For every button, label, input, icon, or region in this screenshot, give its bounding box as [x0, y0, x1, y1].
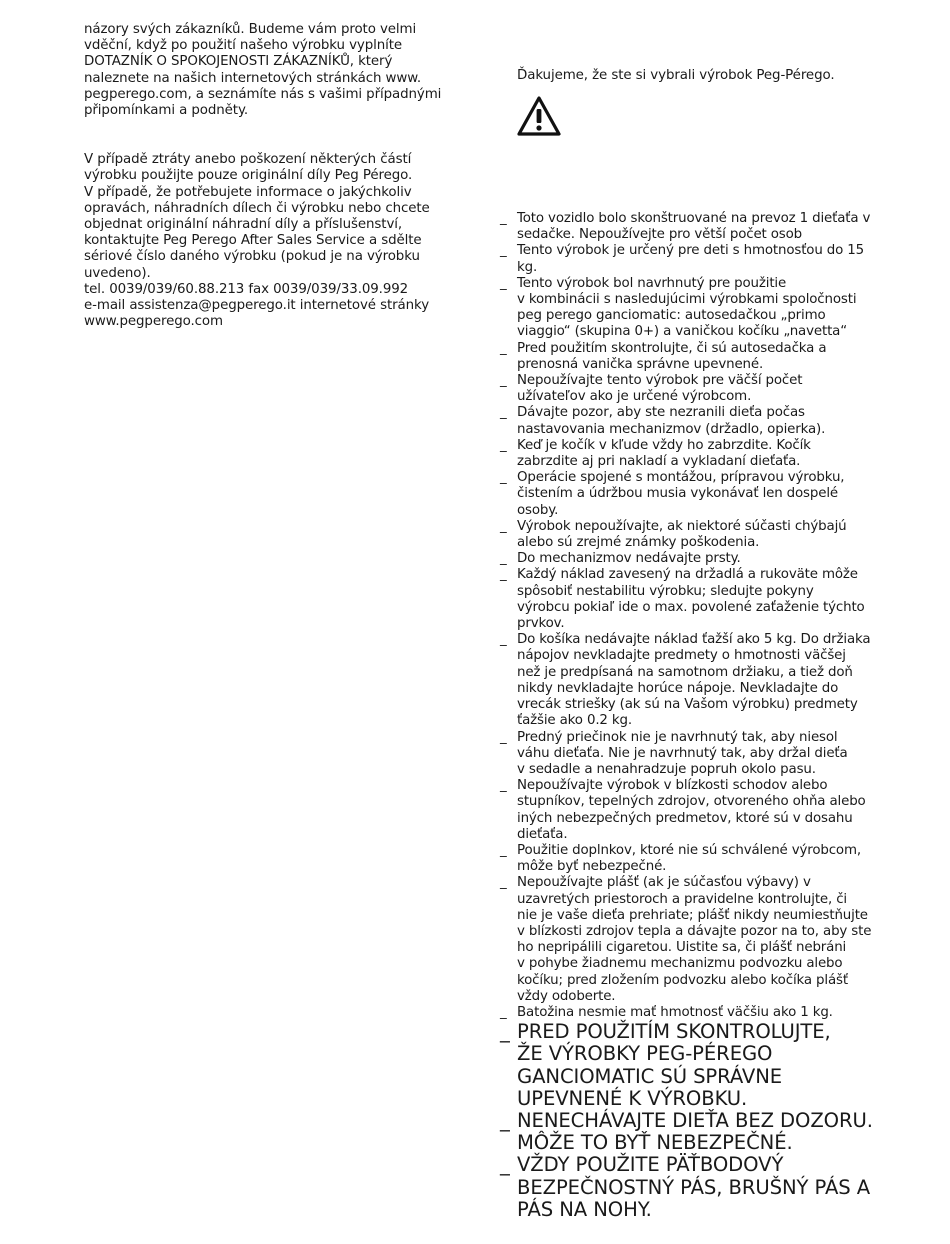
- bullet-dash: _: [500, 437, 507, 453]
- bullet-dash: _: [500, 729, 507, 745]
- list-item: _ Batožina nesmie mať hmotnosť väčšiu ako 1 kg.: [500, 1004, 833, 1020]
- list-item: _ Nepoužívajte plášť (ak je súčasťou výbavy) v uzavretých priestoroch a pravidelne kontrolujte, či nie je vaše dieťa prehriate; plášť nikdy neumiestňujte v blízkosti zdrojov tepla a dávajte pozor na to, aby ste ho nepripálili cigaretou. Uistite sa, či plášť nebráni v pohybe žiadnemu mechanizmu podvozku alebo kočíku; pred zložením podvozku alebo kočíka plášť vždy odoberte.: [500, 875, 872, 1004]
- list-item: _ Dávajte pozor, aby ste nezranili dieťa počas nastavovania mechanizmov (držadlo, opierka).: [500, 405, 826, 437]
- bullet-dash: _: [500, 470, 507, 486]
- list-item: _ Tento výrobok bol navrhnutý pre použitie v kombinácii s nasledujúcimi výrobkami spoločnosti peg perego ganciomatic: autosedačkou „primo viaggio“ (skupina 0+) a vaničkou kočíku „navetta“: [500, 275, 857, 340]
- bullet-dash: _: [500, 1108, 510, 1132]
- list-item: _ Každý náklad zavesený na držadlá a rukoväte môže spôsobiť nestabilitu výrobku; sledujte pokyny výrobcu pokiaľ ide o max. povolené zaťaženie týchto prvkov.: [500, 567, 865, 632]
- bullet-dash: _: [500, 875, 507, 891]
- bullet-dash: _: [500, 1153, 510, 1177]
- list-item-emphasized: _ VŽDY POUŽITE PÄŤBODOVÝ BEZPEČNOSTNÝ PÁS, BRUŠNÝ PÁS A PÁS NA NOHY.: [500, 1153, 871, 1221]
- list-item: _ Operácie spojené s montážou, prípravou výrobku, čistením a údržbou musia vykonávať len dospelé osoby.: [500, 470, 845, 518]
- list-item: _ Toto vozidlo bolo skonštruované na prevoz 1 dieťaťa v sedačke. Nepoužívejte pro větší počet osob: [500, 211, 871, 243]
- list-item-emphasized: _ PRED POUŽITÍM SKONTROLUJTE, ŽE VÝROBKY PEG-PÉREGO GANCIOMATIC SÚ SPRÁVNE UPEVNENÉ K VÝROBKU.: [500, 1020, 831, 1110]
- feedback-paragraph: názory svých zákazníků. Budeme vám proto velmi vděční, když po použití našeho výrobku vyplníte DOTAZNÍK O SPOKOJENOSTI ZÁKAZNÍKŮ, který naleznete na našich internetových stránkách www. pegperego.com, a seznámíte nás s vašimi případnými připomínkami a podněty.: [84, 22, 442, 119]
- list-item: _ Predný priečinok nie je navrhnutý tak, aby niesol váhu dieťaťa. Nie je navrhnutý tak, aby držal dieťa v sedadle a nenahradzuje popruh okolo pasu.: [500, 729, 848, 777]
- bullet-dash: _: [500, 632, 507, 648]
- left-column: [84, 22, 464, 330]
- service-contact-paragraph: V případě ztráty anebo poškození některých částí výrobku použijte pouze originální díly Peg Pérego. V případě, že potřebujete informace o jakýchkoliv opravách, náhradních dílech či výrobku nebo chcete objednat originální náhradní díly a příslušenství, kontaktujte Peg Perego After Sales Service a sdělte sériové číslo daného výrobku (pokud je na výrobku uvedeno). tel. 0039/039/60.88.213 fax 0039/039/33.09.992 e-mail assistenza@pegperego.it internetové stránky www.pegperego.com: [84, 152, 430, 330]
- bullet-dash: _: [500, 1020, 510, 1044]
- list-item-emphasized: _ NENECHÁVAJTE DIEŤA BEZ DOZORU. MÔŽE TO BYŤ NEBEZPEČNÉ.: [500, 1108, 873, 1155]
- list-item: _ Keď je kočík v kľude vždy ho zabrzdite. Kočík zabrzdite aj pri nakladí a vykladaní dieťaťa.: [500, 437, 811, 470]
- list-item: _ Nepoužívajte tento výrobok pre väčší počet užívateľov ako je určené výrobcom.: [500, 373, 803, 405]
- list-item: _ Použitie doplnkov, ktoré nie sú schválené výrobcom, môže byť nebezpečné.: [500, 842, 861, 875]
- list-item: _ Nepoužívajte výrobok v blízkosti schodov alebo stupníkov, tepelných zdrojov, otvoreného ohňa alebo iných nebezpečných predmetov, ktoré sú v dosahu dieťaťa.: [500, 778, 866, 842]
- bullet-dash: _: [500, 275, 507, 291]
- bullet-dash: _: [500, 405, 507, 421]
- list-item: _ Pred použitím skontrolujte, či sú autosedačka a prenosná vanička správne upevnené.: [500, 340, 827, 372]
- list-item: _ Do košíka nedávajte náklad ťažší ako 5 kg. Do držiaka nápojov nevkladajte predmety o hmotnosti väčšej než je predpísaná na samotnom držiaku, a tiež doň nikdy nevkladajte horúce nápoje. Nevkladajte do vrecák striešky (ak sú na Vašom výrobku) predmety ťažšie ako 0.2 kg.: [500, 632, 871, 729]
- bullet-dash: _: [500, 243, 507, 259]
- bullet-dash: _: [500, 842, 507, 858]
- list-item: _ Výrobok nepoužívajte, ak niektoré súčasti chýbajú alebo sú zrejmé známky poškodenia.: [500, 518, 847, 551]
- thank-you-text: Ďakujeme, že ste si vybrali výrobok Peg-Pérego.: [517, 68, 835, 83]
- bullet-dash: _: [500, 567, 507, 583]
- warning-triangle-icon: [516, 95, 562, 137]
- bullet-dash: _: [500, 211, 507, 226]
- bullet-dash: _: [500, 373, 507, 389]
- warnings-list: [500, 211, 900, 1221]
- bullet-dash: _: [500, 340, 507, 356]
- bullet-dash: _: [500, 518, 507, 534]
- bullet-dash: _: [500, 1004, 507, 1020]
- list-item: _ Do mechanizmov nedávajte prsty.: [500, 551, 741, 567]
- bullet-dash: _: [500, 551, 507, 567]
- list-item: _ Tento výrobok je určený pre deti s hmotnosťou do 15 kg.: [500, 243, 865, 275]
- bullet-dash: _: [500, 778, 507, 794]
